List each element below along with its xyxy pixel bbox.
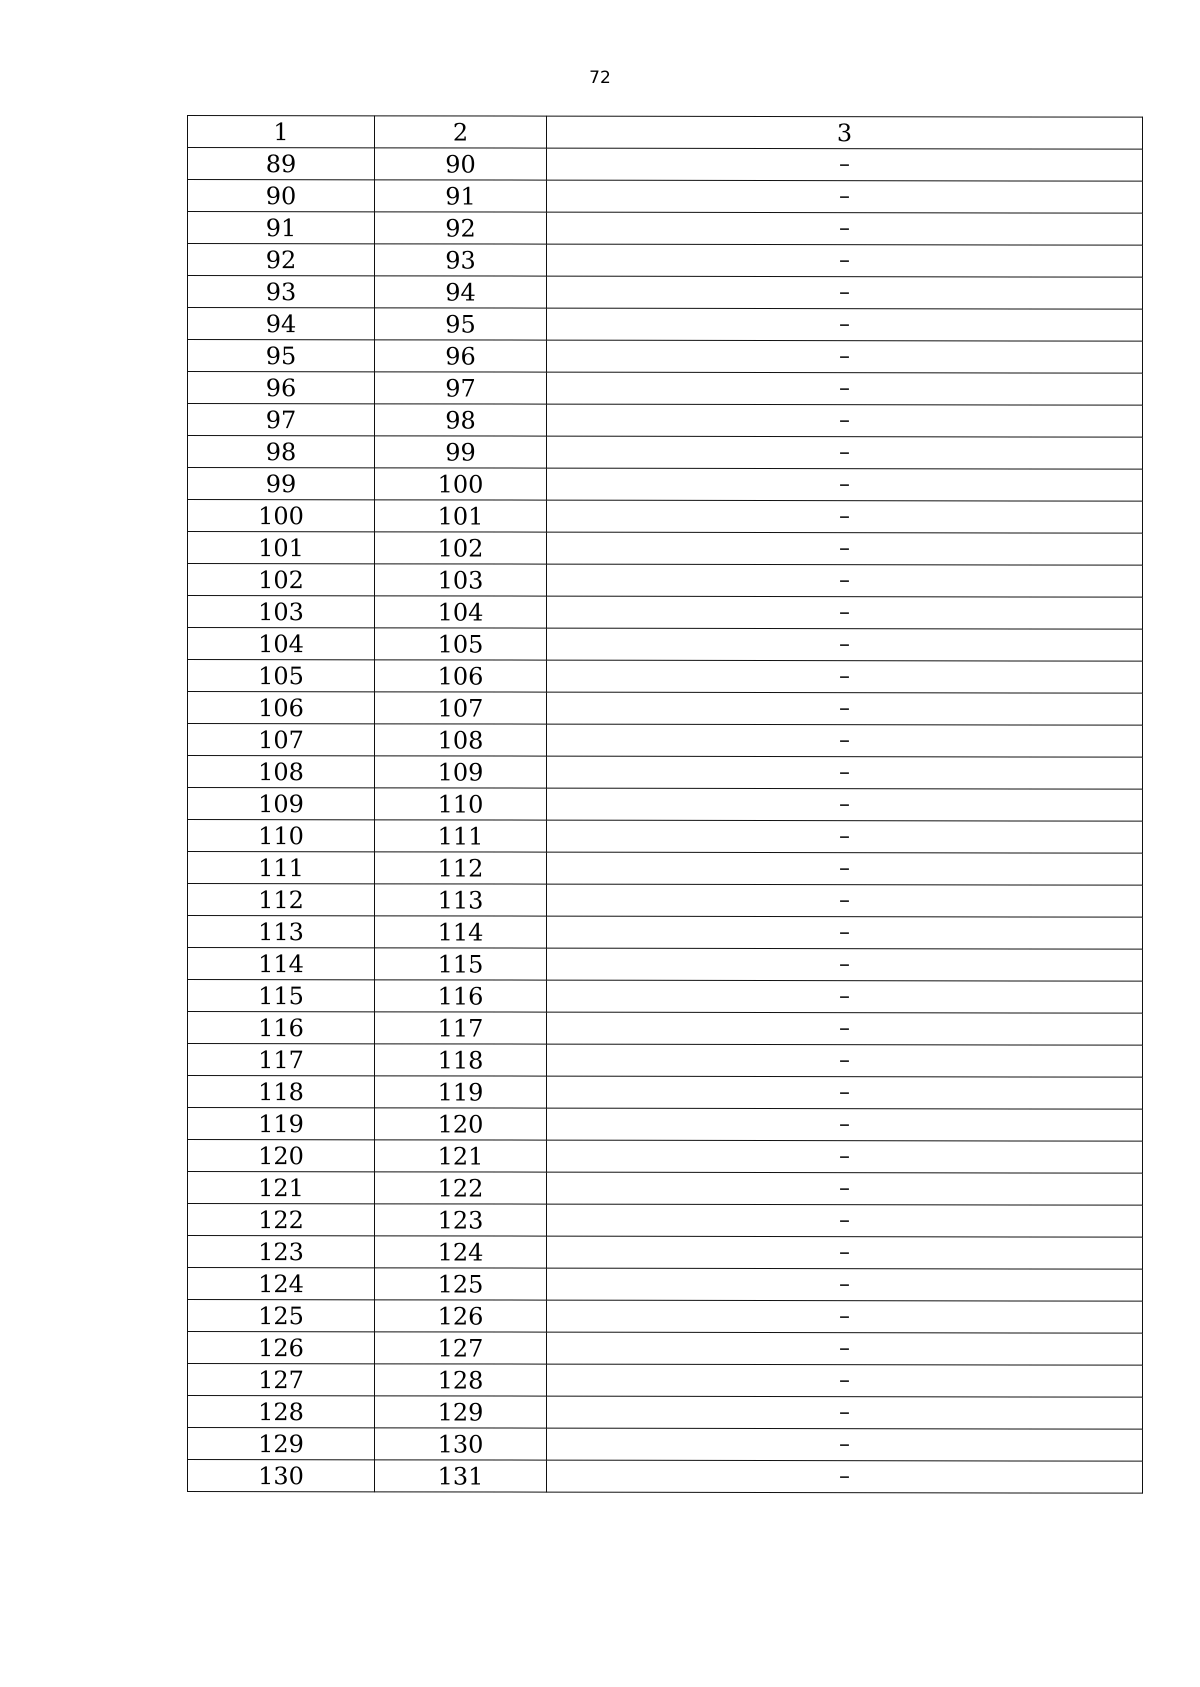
table-cell-col-1: 127 bbox=[188, 1364, 375, 1396]
table-cell-col-2: 122 bbox=[375, 1172, 547, 1204]
table-row bbox=[188, 1140, 1143, 1174]
table-cell-col-2: 116 bbox=[375, 980, 547, 1012]
table-cell-col-2: 107 bbox=[375, 692, 547, 724]
table-row bbox=[188, 244, 1143, 278]
table-cell-col-3: – bbox=[547, 244, 1143, 277]
table-cell-col-1: 128 bbox=[188, 1396, 375, 1428]
table-cell-col-1: 97 bbox=[188, 404, 375, 436]
table-cell-col-2: 118 bbox=[375, 1044, 547, 1076]
table-cell-col-1: 108 bbox=[188, 756, 375, 788]
table-row bbox=[188, 1236, 1143, 1270]
table-cell-col-3: – bbox=[547, 1428, 1143, 1461]
table-row bbox=[188, 564, 1143, 598]
table-cell-col-3: – bbox=[547, 1108, 1143, 1141]
table-cell-col-2: 100 bbox=[375, 468, 547, 500]
table-row bbox=[188, 436, 1143, 470]
table-row bbox=[188, 1300, 1143, 1334]
table-row bbox=[188, 340, 1143, 374]
table-row bbox=[188, 852, 1143, 886]
table-cell-col-1: 120 bbox=[188, 1140, 375, 1172]
table-cell-col-2: 105 bbox=[375, 628, 547, 660]
table-cell-col-3: – bbox=[547, 500, 1143, 533]
table-row bbox=[188, 628, 1143, 662]
table-cell-col-1: 125 bbox=[188, 1300, 375, 1332]
table-cell-col-1: 112 bbox=[188, 884, 375, 916]
table-cell-col-2: 124 bbox=[375, 1236, 547, 1268]
table-cell-col-3: – bbox=[547, 436, 1143, 469]
table-row bbox=[188, 916, 1143, 950]
table-cell-col-3: – bbox=[547, 1268, 1143, 1301]
table-cell-col-3: – bbox=[547, 692, 1143, 725]
data-table bbox=[187, 115, 1143, 1494]
table-row bbox=[188, 788, 1143, 822]
table-cell-col-3: – bbox=[547, 884, 1143, 917]
table-row bbox=[188, 1204, 1143, 1238]
table-row bbox=[188, 596, 1143, 630]
table-cell-col-2: 126 bbox=[375, 1300, 547, 1332]
table-row bbox=[188, 404, 1143, 438]
table-cell-col-3: – bbox=[547, 660, 1143, 693]
table-cell-col-2: 121 bbox=[375, 1140, 547, 1172]
table-cell-col-3: – bbox=[547, 340, 1143, 373]
table-cell-col-1: 93 bbox=[188, 276, 375, 308]
table-cell-col-2: 99 bbox=[375, 436, 547, 468]
table-cell-col-3: – bbox=[547, 212, 1143, 245]
table-body bbox=[188, 148, 1143, 1494]
table-cell-col-1: 94 bbox=[188, 308, 375, 340]
table-cell-col-3: – bbox=[547, 628, 1143, 661]
column-header-1: 1 bbox=[188, 116, 375, 148]
table-cell-col-2: 92 bbox=[375, 212, 547, 244]
table-cell-col-3: – bbox=[547, 916, 1143, 949]
table-cell-col-2: 91 bbox=[375, 180, 547, 212]
table-row bbox=[188, 1012, 1143, 1046]
table-cell-col-1: 99 bbox=[188, 468, 375, 500]
table-row bbox=[188, 660, 1143, 694]
table-cell-col-2: 90 bbox=[375, 148, 547, 180]
table-cell-col-2: 110 bbox=[375, 788, 547, 820]
table-cell-col-1: 103 bbox=[188, 596, 375, 628]
column-header-2: 2 bbox=[375, 116, 547, 148]
table-cell-col-3: – bbox=[547, 532, 1143, 565]
table-cell-col-3: – bbox=[547, 1364, 1143, 1397]
table-cell-col-3: – bbox=[547, 1076, 1143, 1109]
table-cell-col-2: 117 bbox=[375, 1012, 547, 1044]
table-cell-col-3: – bbox=[547, 788, 1143, 821]
table-row bbox=[188, 1364, 1143, 1398]
table-cell-col-3: – bbox=[547, 1140, 1143, 1173]
table-row bbox=[188, 212, 1143, 246]
table-cell-col-1: 95 bbox=[188, 340, 375, 372]
table-cell-col-1: 123 bbox=[188, 1236, 375, 1268]
table-cell-col-2: 127 bbox=[375, 1332, 547, 1364]
table-row bbox=[188, 372, 1143, 406]
table-cell-col-1: 130 bbox=[188, 1460, 375, 1492]
table-cell-col-2: 97 bbox=[375, 372, 547, 404]
table-cell-col-3: – bbox=[547, 1204, 1143, 1237]
table-cell-col-2: 119 bbox=[375, 1076, 547, 1108]
table-cell-col-3: – bbox=[547, 1172, 1143, 1205]
table-cell-col-1: 126 bbox=[188, 1332, 375, 1364]
table-cell-col-2: 130 bbox=[375, 1428, 547, 1460]
table-cell-col-2: 111 bbox=[375, 820, 547, 852]
table-cell-col-1: 89 bbox=[188, 148, 375, 180]
table-row bbox=[188, 180, 1143, 214]
table-cell-col-3: – bbox=[547, 180, 1143, 213]
table-cell-col-2: 98 bbox=[375, 404, 547, 436]
table-row bbox=[188, 1044, 1143, 1078]
table-header-row bbox=[188, 116, 1143, 150]
table-cell-col-3: – bbox=[547, 308, 1143, 341]
table-cell-col-3: – bbox=[547, 404, 1143, 437]
table-cell-col-2: 93 bbox=[375, 244, 547, 276]
table-row bbox=[188, 276, 1143, 310]
table-cell-col-1: 119 bbox=[188, 1108, 375, 1140]
table-cell-col-2: 120 bbox=[375, 1108, 547, 1140]
table-row bbox=[188, 980, 1143, 1014]
table-row bbox=[188, 1396, 1143, 1430]
table-cell-col-1: 96 bbox=[188, 372, 375, 404]
table-row bbox=[188, 148, 1143, 182]
table-cell-col-2: 106 bbox=[375, 660, 547, 692]
table-cell-col-1: 101 bbox=[188, 532, 375, 564]
table-cell-col-2: 129 bbox=[375, 1396, 547, 1428]
table-row bbox=[188, 1332, 1143, 1366]
table-cell-col-3: – bbox=[547, 820, 1143, 853]
table-cell-col-3: – bbox=[547, 372, 1143, 405]
table-cell-col-1: 90 bbox=[188, 180, 375, 212]
table-cell-col-2: 96 bbox=[375, 340, 547, 372]
table-cell-col-1: 122 bbox=[188, 1204, 375, 1236]
table-cell-col-1: 110 bbox=[188, 820, 375, 852]
table-cell-col-2: 102 bbox=[375, 532, 547, 564]
table-cell-col-3: – bbox=[547, 1300, 1143, 1333]
table-cell-col-3: – bbox=[547, 468, 1143, 501]
table-cell-col-3: – bbox=[547, 1396, 1143, 1429]
table-cell-col-3: – bbox=[547, 852, 1143, 885]
table-row bbox=[188, 308, 1143, 342]
table-cell-col-1: 124 bbox=[188, 1268, 375, 1300]
table-cell-col-2: 115 bbox=[375, 948, 547, 980]
table-cell-col-3: – bbox=[547, 1012, 1143, 1045]
table-row bbox=[188, 1108, 1143, 1142]
table-cell-col-2: 109 bbox=[375, 756, 547, 788]
table-cell-col-3: – bbox=[547, 148, 1143, 181]
table-row bbox=[188, 500, 1143, 534]
page-number: 72 bbox=[589, 68, 611, 88]
column-header-3: 3 bbox=[547, 116, 1143, 149]
table-cell-col-1: 115 bbox=[188, 980, 375, 1012]
table-row bbox=[188, 468, 1143, 502]
table-row bbox=[188, 1076, 1143, 1110]
table-row bbox=[188, 1428, 1143, 1462]
table-cell-col-2: 108 bbox=[375, 724, 547, 756]
table-row bbox=[188, 1268, 1143, 1302]
table-cell-col-2: 131 bbox=[375, 1460, 547, 1492]
table-cell-col-3: – bbox=[547, 596, 1143, 629]
table-row bbox=[188, 692, 1143, 726]
table-row bbox=[188, 1460, 1143, 1494]
table-cell-col-2: 113 bbox=[375, 884, 547, 916]
table-cell-col-2: 101 bbox=[375, 500, 547, 532]
table-cell-col-1: 98 bbox=[188, 436, 375, 468]
table-cell-col-3: – bbox=[547, 564, 1143, 597]
table-cell-col-3: – bbox=[547, 1044, 1143, 1077]
table-cell-col-1: 114 bbox=[188, 948, 375, 980]
table-cell-col-2: 95 bbox=[375, 308, 547, 340]
table-row bbox=[188, 756, 1143, 790]
table-row bbox=[188, 532, 1143, 566]
table-cell-col-2: 103 bbox=[375, 564, 547, 596]
table-cell-col-1: 92 bbox=[188, 244, 375, 276]
table-cell-col-3: – bbox=[547, 1460, 1143, 1493]
table-cell-col-1: 100 bbox=[188, 500, 375, 532]
table-cell-col-1: 107 bbox=[188, 724, 375, 756]
table-row bbox=[188, 884, 1143, 918]
table-row bbox=[188, 948, 1143, 982]
table-row bbox=[188, 820, 1143, 854]
table-row bbox=[188, 724, 1143, 758]
table-cell-col-1: 129 bbox=[188, 1428, 375, 1460]
table-cell-col-1: 111 bbox=[188, 852, 375, 884]
table-cell-col-3: – bbox=[547, 724, 1143, 757]
table-cell-col-1: 106 bbox=[188, 692, 375, 724]
table-cell-col-1: 118 bbox=[188, 1076, 375, 1108]
table-header bbox=[188, 116, 1143, 150]
table-cell-col-2: 125 bbox=[375, 1268, 547, 1300]
table-cell-col-1: 109 bbox=[188, 788, 375, 820]
table-cell-col-2: 123 bbox=[375, 1204, 547, 1236]
table-cell-col-1: 91 bbox=[188, 212, 375, 244]
table-cell-col-2: 128 bbox=[375, 1364, 547, 1396]
table-row bbox=[188, 1172, 1143, 1206]
table-cell-col-1: 105 bbox=[188, 660, 375, 692]
table-cell-col-3: – bbox=[547, 276, 1143, 309]
table-cell-col-2: 112 bbox=[375, 852, 547, 884]
table-cell-col-3: – bbox=[547, 756, 1143, 789]
table-cell-col-3: – bbox=[547, 948, 1143, 981]
table-cell-col-1: 116 bbox=[188, 1012, 375, 1044]
table-cell-col-1: 102 bbox=[188, 564, 375, 596]
table-cell-col-1: 117 bbox=[188, 1044, 375, 1076]
table-cell-col-1: 113 bbox=[188, 916, 375, 948]
table-cell-col-2: 104 bbox=[375, 596, 547, 628]
table-cell-col-1: 121 bbox=[188, 1172, 375, 1204]
table-cell-col-3: – bbox=[547, 1332, 1143, 1365]
table-cell-col-3: – bbox=[547, 980, 1143, 1013]
table-cell-col-3: – bbox=[547, 1236, 1143, 1269]
table-cell-col-2: 94 bbox=[375, 276, 547, 308]
table-cell-col-2: 114 bbox=[375, 916, 547, 948]
table-cell-col-1: 104 bbox=[188, 628, 375, 660]
